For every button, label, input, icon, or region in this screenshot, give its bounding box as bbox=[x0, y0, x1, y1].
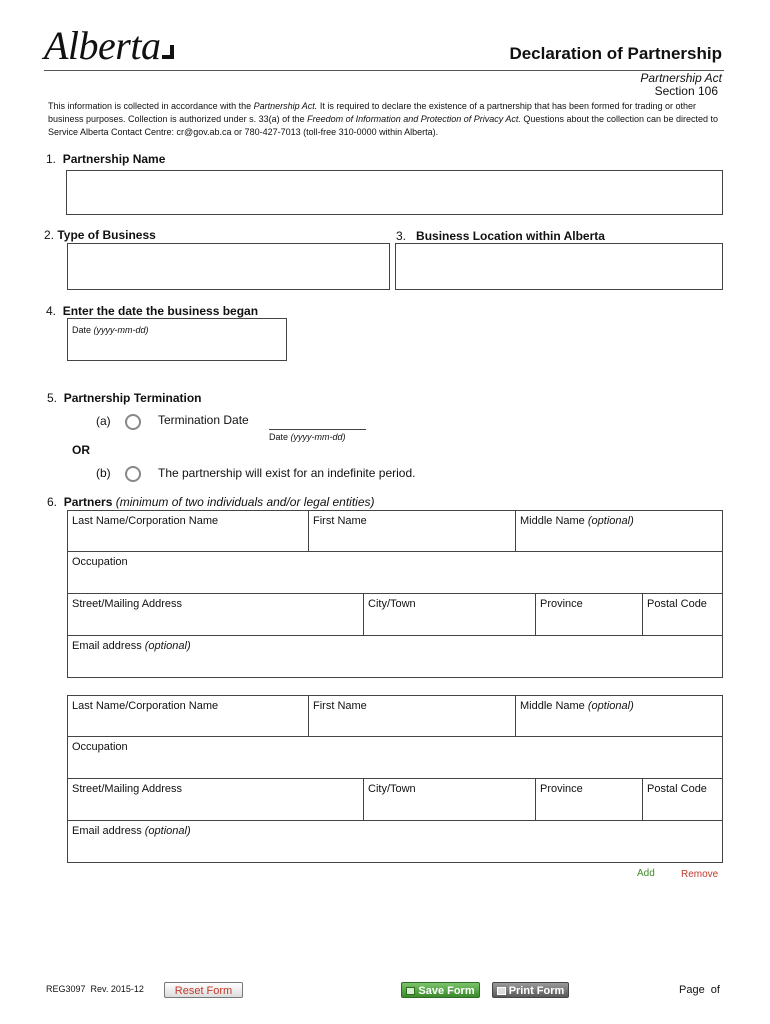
or-separator: OR bbox=[72, 443, 90, 457]
partner1-first-name-label: First Name bbox=[313, 515, 367, 527]
partner2-email-input[interactable] bbox=[67, 820, 723, 863]
partner-block-1 bbox=[67, 510, 723, 678]
partner2-province-label: Province bbox=[540, 783, 583, 795]
save-form-label: Save Form bbox=[418, 985, 475, 997]
partner2-city-input[interactable] bbox=[363, 778, 536, 821]
q1-heading bbox=[46, 152, 165, 166]
option-b-label: (b) bbox=[96, 466, 111, 480]
start-date-label-text: Date bbox=[72, 325, 92, 335]
partner1-email-optional: (optional) bbox=[144, 640, 191, 652]
option-a-label: (a) bbox=[96, 414, 111, 428]
q3-label: Business Location within Alberta bbox=[416, 229, 605, 243]
partner2-occupation-label: Occupation bbox=[72, 741, 128, 753]
page-title: Declaration of Partnership bbox=[509, 44, 722, 63]
partner2-postal-code-label: Postal Code bbox=[647, 783, 707, 795]
partner2-email-optional: (optional) bbox=[144, 825, 191, 837]
floppy-disk-icon bbox=[406, 987, 415, 995]
partner1-province-input[interactable] bbox=[535, 593, 643, 636]
termination-date-label-text: Date bbox=[269, 432, 289, 442]
act-name: Partnership Act bbox=[640, 71, 722, 85]
partner2-street-label: Street/Mailing Address bbox=[72, 783, 183, 795]
partner2-last-name-label: Last Name/Corporation Name bbox=[72, 700, 219, 712]
partner1-last-name-input[interactable] bbox=[67, 510, 309, 552]
logo-mark-icon bbox=[162, 45, 174, 59]
business-location-input[interactable] bbox=[395, 243, 723, 290]
partner1-email-input[interactable] bbox=[67, 635, 723, 678]
q6-label: Partners bbox=[63, 495, 113, 509]
q5-heading bbox=[47, 391, 202, 405]
partner1-province-label: Province bbox=[540, 598, 583, 610]
partner2-postal-code-input[interactable] bbox=[642, 778, 723, 821]
q3-number: 3. bbox=[396, 229, 407, 243]
start-date-format-hint: (yyyy-mm-dd) bbox=[93, 325, 149, 335]
partner2-first-name-label: First Name bbox=[313, 700, 367, 712]
alberta-logo bbox=[44, 24, 174, 68]
q6-number: 6. bbox=[47, 495, 58, 509]
remove-partner-button[interactable]: Remove bbox=[681, 869, 719, 880]
reset-form-button[interactable]: Reset Form bbox=[164, 982, 243, 998]
q3-heading bbox=[396, 229, 605, 243]
q5-label: Partnership Termination bbox=[63, 391, 202, 405]
partner2-middle-optional: (optional) bbox=[587, 700, 634, 712]
partner1-street-label: Street/Mailing Address bbox=[72, 598, 183, 610]
partner1-occupation-label: Occupation bbox=[72, 556, 128, 568]
termination-date-text: Termination Date bbox=[158, 413, 249, 427]
q6-heading bbox=[47, 495, 375, 509]
partner1-last-name-label: Last Name/Corporation Name bbox=[72, 515, 219, 527]
partner1-occupation-input[interactable] bbox=[67, 551, 723, 594]
partner1-postal-code-label: Postal Code bbox=[647, 598, 707, 610]
partner2-email-label bbox=[72, 825, 191, 837]
q4-number: 4. bbox=[46, 304, 57, 318]
partner1-middle-name-input[interactable] bbox=[515, 510, 723, 552]
logo-text: Alberta bbox=[44, 23, 161, 68]
indefinite-period-text: The partnership will exist for an indefinite period. bbox=[158, 466, 416, 480]
partner2-middle-name-input[interactable] bbox=[515, 695, 723, 737]
q4-heading bbox=[46, 304, 258, 318]
q4-label: Enter the date the business began bbox=[62, 304, 259, 318]
intro-part-2: It is required to declare the existence of a partnership that has been formed for trading or other business purposes. Collection is authorized under s. 33(a) of the bbox=[48, 101, 697, 124]
form-id: REG3097 Rev. 2015-12 bbox=[46, 984, 144, 994]
termination-date-label bbox=[269, 432, 346, 442]
partner1-middle-name-text: Middle Name bbox=[520, 515, 585, 527]
q2-heading bbox=[44, 228, 156, 242]
header-divider bbox=[44, 70, 724, 71]
partnership-name-input[interactable] bbox=[66, 170, 723, 215]
partner1-street-input[interactable] bbox=[67, 593, 364, 636]
partner2-last-name-input[interactable] bbox=[67, 695, 309, 737]
partner1-middle-name-label bbox=[520, 515, 634, 527]
partner2-middle-name-label bbox=[520, 700, 634, 712]
add-partner-button[interactable]: Add bbox=[637, 868, 655, 879]
partner2-city-label: City/Town bbox=[368, 783, 416, 795]
q1-number: 1. bbox=[46, 152, 57, 166]
partner1-city-input[interactable] bbox=[363, 593, 536, 636]
partner2-street-input[interactable] bbox=[67, 778, 364, 821]
partner2-first-name-input[interactable] bbox=[308, 695, 516, 737]
partner2-email-text: Email address bbox=[72, 825, 142, 837]
q2-number: 2. bbox=[44, 228, 55, 242]
page-indicator: Page of bbox=[679, 984, 720, 996]
printer-icon bbox=[497, 987, 506, 995]
print-form-label: Print Form bbox=[508, 985, 565, 997]
q1-label: Partnership Name bbox=[62, 152, 166, 166]
termination-date-input[interactable] bbox=[269, 429, 366, 430]
partner2-occupation-input[interactable] bbox=[67, 736, 723, 779]
partner2-middle-name-text: Middle Name bbox=[520, 700, 585, 712]
partner1-city-label: City/Town bbox=[368, 598, 416, 610]
intro-part-1: This information is collected in accordance with the bbox=[48, 101, 254, 111]
partner-block-2 bbox=[67, 695, 723, 863]
intro-foip-name: Freedom of Information and Protection of Privacy Act. bbox=[307, 114, 521, 124]
intro-text bbox=[48, 100, 724, 139]
act-section: Section 106 bbox=[654, 84, 718, 98]
print-form-button[interactable] bbox=[492, 982, 569, 998]
q5-number: 5. bbox=[47, 391, 58, 405]
q2-label: Type of Business bbox=[57, 228, 156, 242]
q6-hint: (minimum of two individuals and/or legal entities) bbox=[115, 495, 375, 509]
save-form-button[interactable] bbox=[401, 982, 480, 998]
partner2-province-input[interactable] bbox=[535, 778, 643, 821]
partner1-email-text: Email address bbox=[72, 640, 142, 652]
termination-date-radio[interactable] bbox=[125, 414, 141, 430]
partner1-email-label bbox=[72, 640, 191, 652]
indefinite-period-radio[interactable] bbox=[125, 466, 141, 482]
partner1-middle-optional: (optional) bbox=[587, 515, 634, 527]
termination-date-format-hint: (yyyy-mm-dd) bbox=[290, 432, 346, 442]
partner1-postal-code-input[interactable] bbox=[642, 593, 723, 636]
intro-part-3: Questions about the collection can be directed to Service Alberta Contact Centre: cr@gov.ab.ca or 780-427-7013 (toll-free 310-0000 within Alberta). bbox=[48, 114, 719, 137]
intro-act-name: Partnership Act. bbox=[253, 101, 318, 111]
business-start-date-input[interactable] bbox=[67, 318, 287, 361]
partner1-first-name-input[interactable] bbox=[308, 510, 516, 552]
start-date-label bbox=[72, 325, 149, 335]
type-of-business-input[interactable] bbox=[67, 243, 390, 290]
